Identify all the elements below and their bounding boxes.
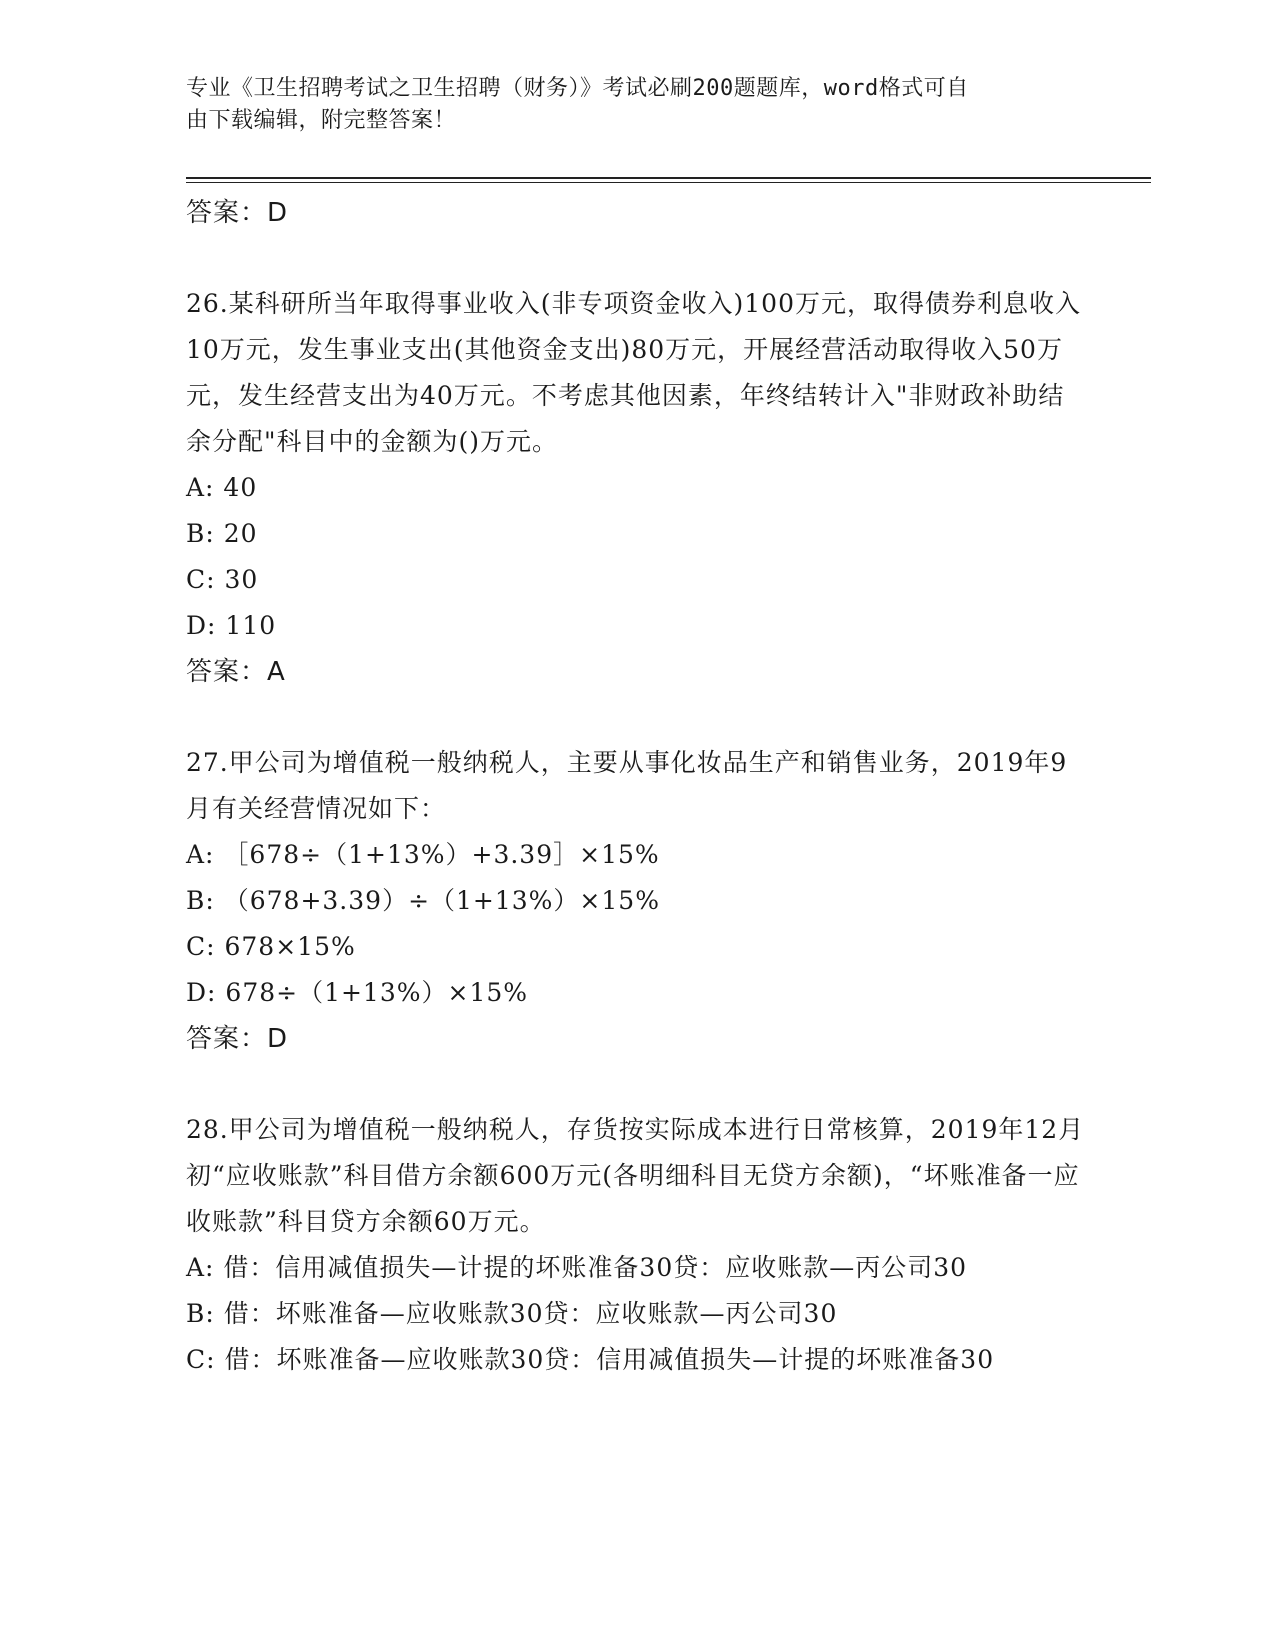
answer-line: 答案：D [186,1024,289,1054]
answer-line: 答案：A [186,657,286,687]
answer-line: 答案：D [186,198,289,228]
question-26 [186,281,1086,695]
option-a: A: 借：信用减值损失—计提的坏账准备30贷：应收账款—丙公司30 [186,1253,968,1282]
document-header [186,73,1066,137]
option-a: A: ［678÷（1+13%）+3.39］×15% [186,840,660,869]
option-c: C: 678×15% [186,932,356,961]
option-c: C: 30 [186,565,259,594]
question-27 [186,740,1086,1062]
option-b: B: （678+3.39）÷（1+13%）×15% [186,886,660,915]
question-text: 26.某科研所当年取得事业收入(非专项资金收入)100万元，取得债券利息收入10万元，发生事业支出(其他资金支出)80万元，开展经营活动取得收入50万元，发生经营支出为40万元。不考虑其他因素，年终结转计入"非财政补助结余分配"科目中的金额为()万元。 [186,289,1081,456]
question-28 [186,1107,1086,1383]
header-divider-thin [186,182,1151,183]
option-a: A: 40 [186,473,258,502]
option-d: D: 678÷（1+13%）×15% [186,978,529,1007]
option-c: C: 借：坏账准备—应收账款30贷：信用减值损失—计提的坏账准备30 [186,1345,995,1374]
option-b: B: 借：坏账准备—应收账款30贷：应收账款—丙公司30 [186,1299,838,1328]
question-text: 27.甲公司为增值税一般纳税人，主要从事化妆品生产和销售业务，2019年9月有关经营情况如下： [186,748,1068,823]
question-list [186,190,1086,1383]
header-divider [186,177,1151,179]
header-line-1: 专业《卫生招聘考试之卫生招聘（财务）》考试必刷200题题库，word格式可自 [186,76,969,101]
option-b: B: 20 [186,519,258,548]
header-line-2: 由下载编辑，附完整答案！ [186,108,457,133]
question-text: 28.甲公司为增值税一般纳税人，存货按实际成本进行日常核算，2019年12月初“应收账款”科目借方余额600万元(各明细科目无贷方余额)，“坏账准备一应收账款”科目贷方余额60万元。 [186,1115,1085,1236]
option-d: D: 110 [186,611,277,640]
